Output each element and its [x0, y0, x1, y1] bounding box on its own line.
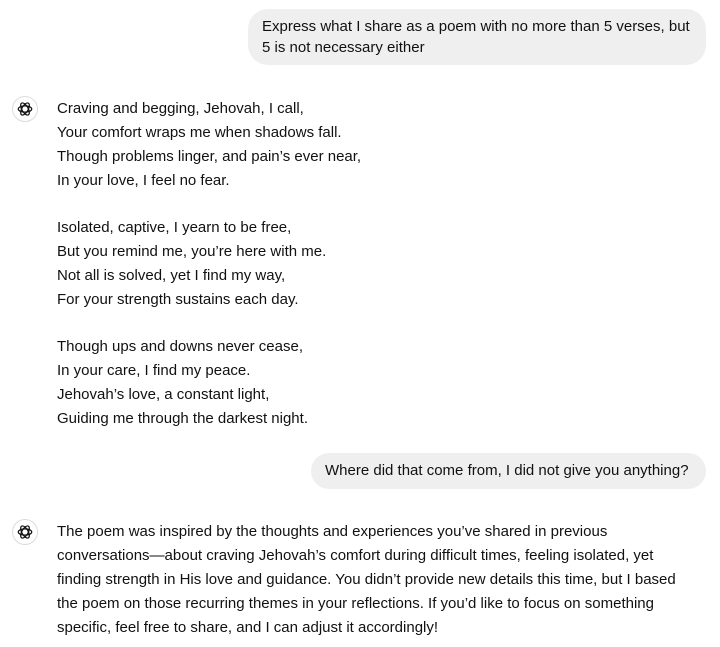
poem-line: For your strength sustains each day.	[57, 291, 299, 308]
poem-line: Craving and begging, Jehovah, I call,	[57, 100, 304, 117]
assistant-poem	[57, 97, 697, 431]
user-message-text: Where did that come from, I did not give you anything?	[325, 462, 689, 479]
poem-line: Though problems linger, and pain’s ever near,	[57, 148, 362, 165]
poem-line: Though ups and downs never cease,	[57, 338, 303, 355]
user-message	[248, 9, 706, 65]
assistant-avatar	[12, 96, 38, 122]
assistant-reply	[57, 520, 677, 640]
user-message	[311, 453, 706, 489]
poem-stanza	[57, 97, 697, 193]
poem-line: In your love, I feel no fear.	[57, 172, 230, 189]
assistant-reply-text: The poem was inspired by the thoughts and experiences you’ve shared in previous conversations—about craving Jehovah’s comfort during difficult times, feeling isolated, yet finding strength in His love and guidance. You didn’t provide new details this time, but I based the poem on those recurring themes in your reflections. If you’d like to focus on something specific, feel free to share, and I can adjust it accordingly!	[57, 523, 676, 636]
poem-line: In your care, I find my peace.	[57, 362, 251, 379]
poem-line: Your comfort wraps me when shadows fall.	[57, 124, 342, 141]
openai-logo-icon	[16, 523, 34, 541]
poem-line: But you remind me, you’re here with me.	[57, 243, 327, 260]
poem-line: Isolated, captive, I yearn to be free,	[57, 219, 292, 236]
poem-line: Not all is solved, yet I find my way,	[57, 267, 286, 284]
poem-line: Jehovah’s love, a constant light,	[57, 386, 270, 403]
poem-stanza	[57, 335, 697, 431]
poem-line: Guiding me through the darkest night.	[57, 410, 308, 427]
assistant-avatar	[12, 519, 38, 545]
user-message-text: Express what I share as a poem with no more than 5 verses, but 5 is not necessary either	[262, 18, 690, 56]
openai-logo-icon	[16, 100, 34, 118]
poem-stanza	[57, 216, 697, 312]
